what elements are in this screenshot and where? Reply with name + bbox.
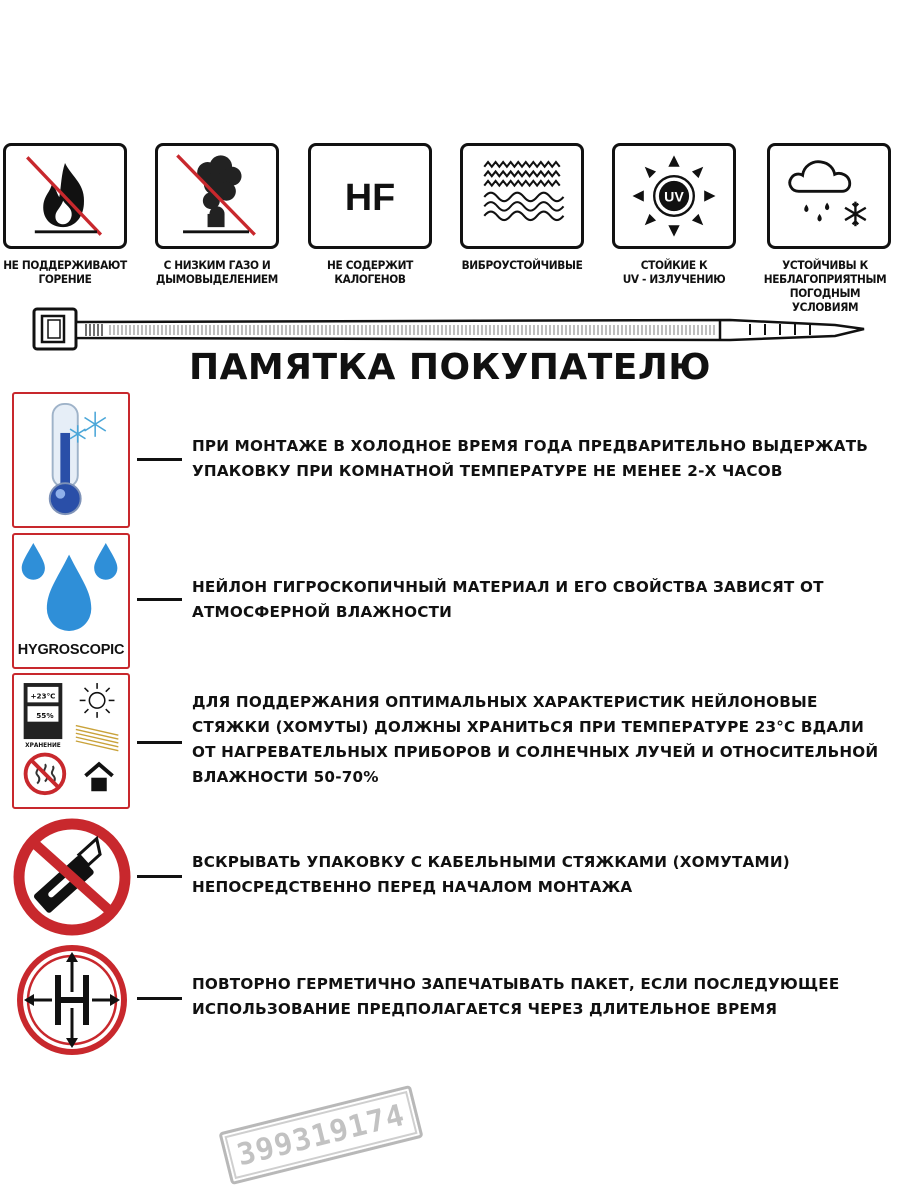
tip-4-text: ВСКРЫВАТЬ УПАКОВКУ С КАБЕЛЬНЫМИ СТЯЖКАМИ (ХОМУТАМИ) НЕПОСРЕДСТВЕННО ПЕРЕД НАЧАЛОМ МОНТАЖА — [192, 853, 790, 896]
article-number: 399319174 — [233, 1097, 409, 1173]
cold-thermometer-icon — [12, 392, 130, 528]
tip-2-connector — [137, 598, 182, 601]
vibration-waves-icon — [460, 143, 584, 249]
cable-tie-illustration — [30, 305, 870, 353]
memo-title: ПАМЯТКА ПОКУПАТЕЛЮ — [188, 347, 712, 388]
weather-cloud-icon — [767, 143, 891, 249]
water-drops-icon — [12, 533, 130, 669]
article-number-stamp — [218, 1085, 423, 1185]
no-fire-icon — [3, 143, 127, 249]
tip-4-connector — [137, 875, 182, 878]
hf-icon — [308, 143, 432, 249]
storage-temp-label: +23°C — [30, 691, 56, 701]
uv-badge: UV — [664, 188, 684, 205]
storage-caption: ХРАНЕНИЕ — [25, 742, 61, 749]
no-smoke-icon — [155, 143, 279, 249]
tip-3-connector — [137, 741, 182, 744]
hygroscopic-badge: HYGROSCOPIC — [17, 642, 125, 658]
property-label-low-smoke: С НИЗКИМ ГАЗО И ДЫМОВЫДЕЛЕНИЕМ — [156, 258, 278, 286]
property-label-no-fire: НЕ ПОДДЕРЖИВАЮТ ГОРЕНИЕ — [3, 258, 127, 286]
property-label-halogen-free: НЕ СОДЕРЖИТ КАЛОГЕНОВ — [327, 258, 413, 286]
hf-badge: HF — [344, 176, 396, 219]
storage-conditions-icon — [12, 673, 130, 809]
uv-sun-icon — [612, 143, 736, 249]
tip-5-text: ПОВТОРНО ГЕРМЕТИЧНО ЗАПЕЧАТЫВАТЬ ПАКЕТ, ЕСЛИ ПОСЛЕДУЮЩЕЕ ИСПОЛЬЗОВАНИЕ ПРЕДПОЛАГАЕТСЯ ЧЕРЕЗ ДЛИТЕЛЬНОЕ ВРЕМЯ — [192, 975, 840, 1018]
no-knife-icon — [12, 817, 132, 937]
property-label-uv: СТОЙКИЕ К UV - ИЗЛУЧЕНИЮ — [622, 258, 726, 286]
hermetic-seal-icon — [12, 940, 132, 1060]
tip-5-connector — [137, 997, 182, 1000]
property-label-weather: УСТОЙЧИВЫ К НЕБЛАГОПРИЯТНЫМ ПОГОДНЫМ УСЛОВИЯМ — [763, 258, 887, 314]
property-label-vibration: ВИБРОУСТОЙЧИВЫЕ — [461, 258, 583, 272]
tip-1-text: ПРИ МОНТАЖЕ В ХОЛОДНОЕ ВРЕМЯ ГОДА ПРЕДВАРИТЕЛЬНО ВЫДЕРЖАТЬ УПАКОВКУ ПРИ КОМНАТНОЙ ТЕМПЕРАТУРЕ НЕ МЕНЕЕ 2-Х ЧАСОВ — [192, 437, 869, 480]
tip-3-text: ДЛЯ ПОДДЕРЖАНИЯ ОПТИМАЛЬНЫХ ХАРАКТЕРИСТИК НЕЙЛОНОВЫЕ СТЯЖКИ (ХОМУТЫ) ДОЛЖНЫ ХРАНИТЬСЯ ПРИ ТЕМПЕРАТУРЕ 23°С ВДАЛИ ОТ НАГРЕВАТЕЛЬНЫХ ПРИБОРОВ И СОЛНЕЧНЫХ ЛУЧЕЙ И ОТНОСИТЕЛЬНОЙ ВЛАЖНОСТИ 50-70% — [192, 693, 879, 786]
tip-2-text: НЕЙЛОН ГИГРОСКОПИЧНЫЙ МАТЕРИАЛ И ЕГО СВОЙСТВА ЗАВИСЯТ ОТ АТМОСФЕРНОЙ ВЛАЖНОСТИ — [192, 578, 824, 621]
storage-humidity-label: 55% — [36, 710, 54, 720]
tip-1-connector — [137, 458, 182, 461]
